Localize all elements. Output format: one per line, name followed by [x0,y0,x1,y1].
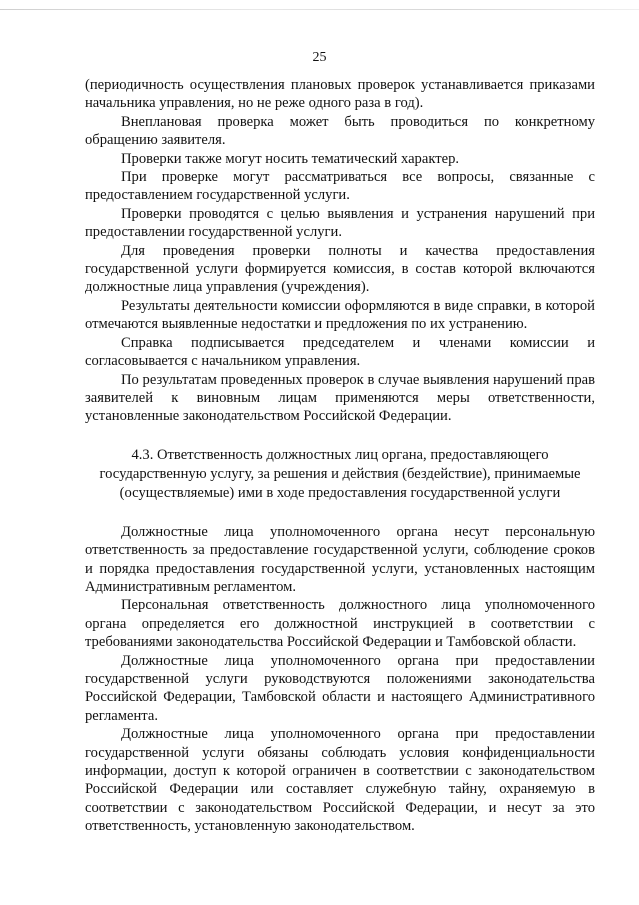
paragraph: При проверке могут рассматриваться все вопросы, связанные с предоставлением государственной услуги. [85,169,595,204]
paragraph: Должностные лица уполномоченного органа при предоставлении государственной услуги обязаны соблюдать условия конфиденциальности информации, доступ к которой ограничен в соответствии с законодательством Российской Федерации или составляет служебную тайну, охраняемую в соответствии с законодательством Российской Федерации, и несут за это ответственность, установленную законодательством. [85,726,595,835]
paragraph: Внеплановая проверка может быть проводиться по конкретному обращению заявителя. [85,113,595,149]
paragraph: Для проведения проверки полноты и качества предоставления государственной услуги формируется комиссия, в состав которой включаются должностные лица управления (учреждения). [85,242,595,296]
paragraph: (периодичность осуществления плановых проверок устанавливается приказами начальника управления, но не реже одного раза в год). [85,77,595,112]
paragraph: Результаты деятельности комиссии оформляются в виде справки, в которой отмечаются выявленные недостатки и предложения по их устранению. [85,297,595,333]
paragraph: Должностные лица уполномоченного органа при предоставлении государственной услуги руководствуются положениями законодательства Российской Федерации, Тамбовской области и настоящего Административного регламента. [85,652,595,724]
paragraph: По результатам проведенных проверок в случае выявления нарушений прав заявителей к виновным лицам применяются меры ответственности, установленные законодательством Российской Федерации. [85,371,595,425]
section-heading-line: (осуществляемые) ими в ходе предоставления государственной услуги [119,484,561,501]
scan-top-edge [0,9,639,10]
paragraph: Должностные лица уполномоченного органа несут персональную ответственность за предоставление государственной услуги, соблюдение сроков и порядка предоставления государственной услуги, установленных настоящим Административным регламентом. [85,523,595,595]
section-heading-line: государственную услугу, за решения и действия (бездействие), принимаемые [99,465,581,482]
paragraph: Проверки проводятся с целью выявления и устранения нарушений при предоставлении государственной услуги. [85,205,595,241]
section-heading [85,446,595,503]
paragraph: Персональная ответственность должностного лица уполномоченного органа определяется его должностной инструкцией в соответствии с требованиями законодательства Российской Федерации и Тамбовской области. [85,597,595,651]
paragraph: Проверки также могут носить тематический характер. [121,150,460,167]
paragraph: Справка подписывается председателем и членами комиссии и согласовывается с начальником управления. [85,334,595,370]
section-heading-line: 4.3. Ответственность должностных лиц органа, предоставляющего [131,446,549,463]
document-body [85,76,595,836]
page-number: 25 [312,50,327,65]
